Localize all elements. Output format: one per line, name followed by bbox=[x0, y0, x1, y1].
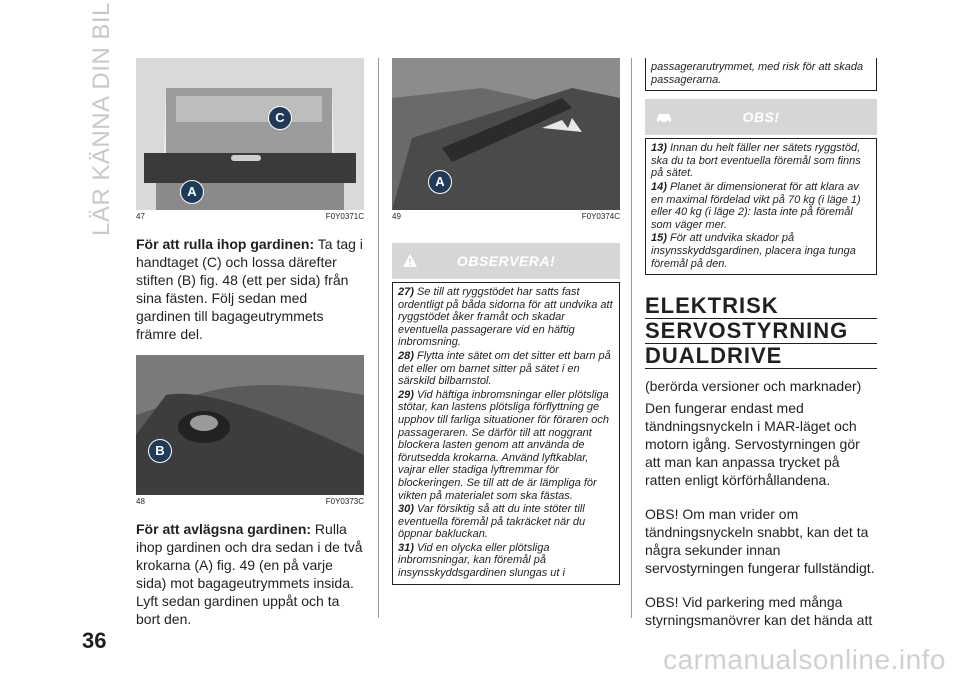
figure-number: 49 bbox=[392, 212, 401, 221]
callout-b: B bbox=[148, 439, 172, 463]
note-text: Planet är dimensionerat för att klara av en maximal fördelad vikt på 70 kg (i läge 1) eller 40 kg (i läge 2): lasta inte på föremål som väger mer. bbox=[651, 180, 861, 231]
heading-line: ELEKTRISK bbox=[645, 295, 877, 319]
note-text: Innan du helt fäller ner sätets ryggstöd, ska du ta bort eventuella föremål som finns på sätet. bbox=[651, 142, 861, 180]
paragraph-body: Rulla ihop gardinen och dra sedan i de två krokarna (A) fig. 49 (en på varje sida) mot bagageutrymmets insida. Lyft sedan gardinen uppåt och ta bort den. bbox=[136, 521, 363, 627]
figure-49 bbox=[392, 58, 620, 210]
warning-title: OBSERVERA! bbox=[456, 253, 556, 269]
note-box bbox=[645, 138, 877, 275]
watermark: carmanualsonline.info bbox=[663, 644, 946, 675]
note-item bbox=[398, 503, 614, 541]
figure-caption bbox=[136, 212, 364, 221]
note-item bbox=[398, 286, 614, 349]
figure-code: F0Y0371C bbox=[325, 212, 364, 221]
paragraph: OBS! Om man vrider om tändningsnyckeln snabbt, kan det ta några sekunder innan servostyrningen fungerar fullständigt. bbox=[645, 506, 875, 577]
note-number: 28) bbox=[398, 349, 414, 362]
figure-number: 48 bbox=[136, 497, 145, 506]
figure-caption bbox=[136, 497, 364, 506]
figure-47 bbox=[136, 58, 364, 210]
note-item bbox=[651, 181, 871, 231]
callout-a: A bbox=[180, 180, 204, 204]
paragraph-lead: För att avlägsna gardinen: bbox=[136, 521, 312, 537]
note-text: För att undvika skador på insynsskyddsgardinen, placera inga tunga föremål på den. bbox=[651, 232, 856, 270]
note-item bbox=[651, 232, 871, 270]
heading-line: DUALDRIVE bbox=[645, 345, 877, 369]
note-text: Vid häftiga inbromsningar eller plötsliga stötar, kan lastens plötsliga förflyttning ge upphov till farliga situationer för föraren och passageraren. Se därför till att noggrant blockera lasten genom att använda de förutsedda krokarna. Använd lyftkablar, vajrar eller stadiga lyftremmar för blockeringen. Se till att de är lämpliga för vikten på materialet som ska fästas. bbox=[398, 388, 609, 502]
note-number: 14) bbox=[651, 180, 667, 193]
column-2 bbox=[392, 58, 620, 585]
figure-caption bbox=[392, 212, 620, 221]
note-number: 29) bbox=[398, 388, 414, 401]
note-item bbox=[651, 142, 871, 180]
note-number: 30) bbox=[398, 503, 414, 516]
note-text: Var försiktig så att du inte stöter till eventuella föremål på takräcket när du öppnar bakluckan. bbox=[398, 503, 586, 541]
note-item bbox=[398, 350, 614, 388]
paragraph: Den fungerar endast med tändningsnyckeln i MAR-läget och motorn igång. Servostyrningen gör att man kan anpassa trycket på ratten enligt körförhållandena. bbox=[645, 400, 860, 489]
column-divider bbox=[631, 58, 632, 618]
paragraph: OBS! Vid parkering med många styrningsmanövrer kan det hända att bbox=[645, 594, 873, 629]
figure-number: 47 bbox=[136, 212, 145, 221]
warning-header bbox=[392, 243, 620, 279]
page-number: 36 bbox=[82, 628, 107, 653]
hook-photo bbox=[392, 58, 620, 210]
trunk-cover-photo bbox=[136, 58, 364, 210]
note-text: Flytta inte sätet om det sitter ett barn på det eller om barnet sitter på sätet i en särskild bilbarnstol. bbox=[398, 349, 611, 388]
paragraph-roll-up bbox=[136, 235, 364, 343]
paragraph-remove bbox=[136, 520, 364, 628]
warning-box bbox=[392, 282, 620, 585]
section-heading bbox=[645, 295, 877, 369]
figure-code: F0Y0373C bbox=[325, 497, 364, 506]
note-text: Vid en olycka eller plötsliga inbromsningar, kan föremål på insynsskyddsgardinen slungas ut i bbox=[398, 541, 565, 580]
chapter-side-title: LÄR KÄNNA DIN BIL bbox=[88, 2, 115, 236]
callout-c: C bbox=[268, 106, 292, 130]
note-number: 13) bbox=[651, 142, 667, 155]
continued-text: passagerarutrymmet, med risk för att skada passagerarna. bbox=[651, 61, 864, 86]
note-number: 27) bbox=[398, 286, 414, 298]
column-1 bbox=[136, 58, 364, 628]
column-divider bbox=[378, 58, 379, 618]
note-header bbox=[645, 99, 877, 135]
figure-code: F0Y0374C bbox=[581, 212, 620, 221]
note-item bbox=[398, 542, 614, 580]
note-text: Se till att ryggstödet har satts fast ordentligt på båda sidorna för att undvika att ryggstödet åker framåt och skadar eventuella passagerare vid en häftig inbromsning. bbox=[398, 286, 613, 349]
warning-box-continued bbox=[645, 58, 877, 91]
paragraph-lead: För att rulla ihop gardinen: bbox=[136, 236, 315, 252]
column-3 bbox=[645, 58, 877, 629]
paragraph: (berörda versioner och marknader) bbox=[645, 378, 862, 395]
note-title: OBS! bbox=[742, 109, 780, 126]
paragraph-body: Ta tag i handtaget (C) och lossa därefter stiften (B) fig. 48 (ett per sida) från sina fästen. Följ sedan med gardinen till bagageutrymmets främre del. bbox=[136, 236, 363, 342]
note-number: 31) bbox=[398, 541, 414, 554]
heading-line: SERVOSTYRNING bbox=[645, 320, 877, 344]
note-item bbox=[398, 389, 614, 502]
curtain-pin-photo bbox=[136, 355, 364, 495]
callout-a: A bbox=[428, 170, 452, 194]
figure-48 bbox=[136, 355, 364, 495]
note-number: 15) bbox=[651, 232, 667, 245]
